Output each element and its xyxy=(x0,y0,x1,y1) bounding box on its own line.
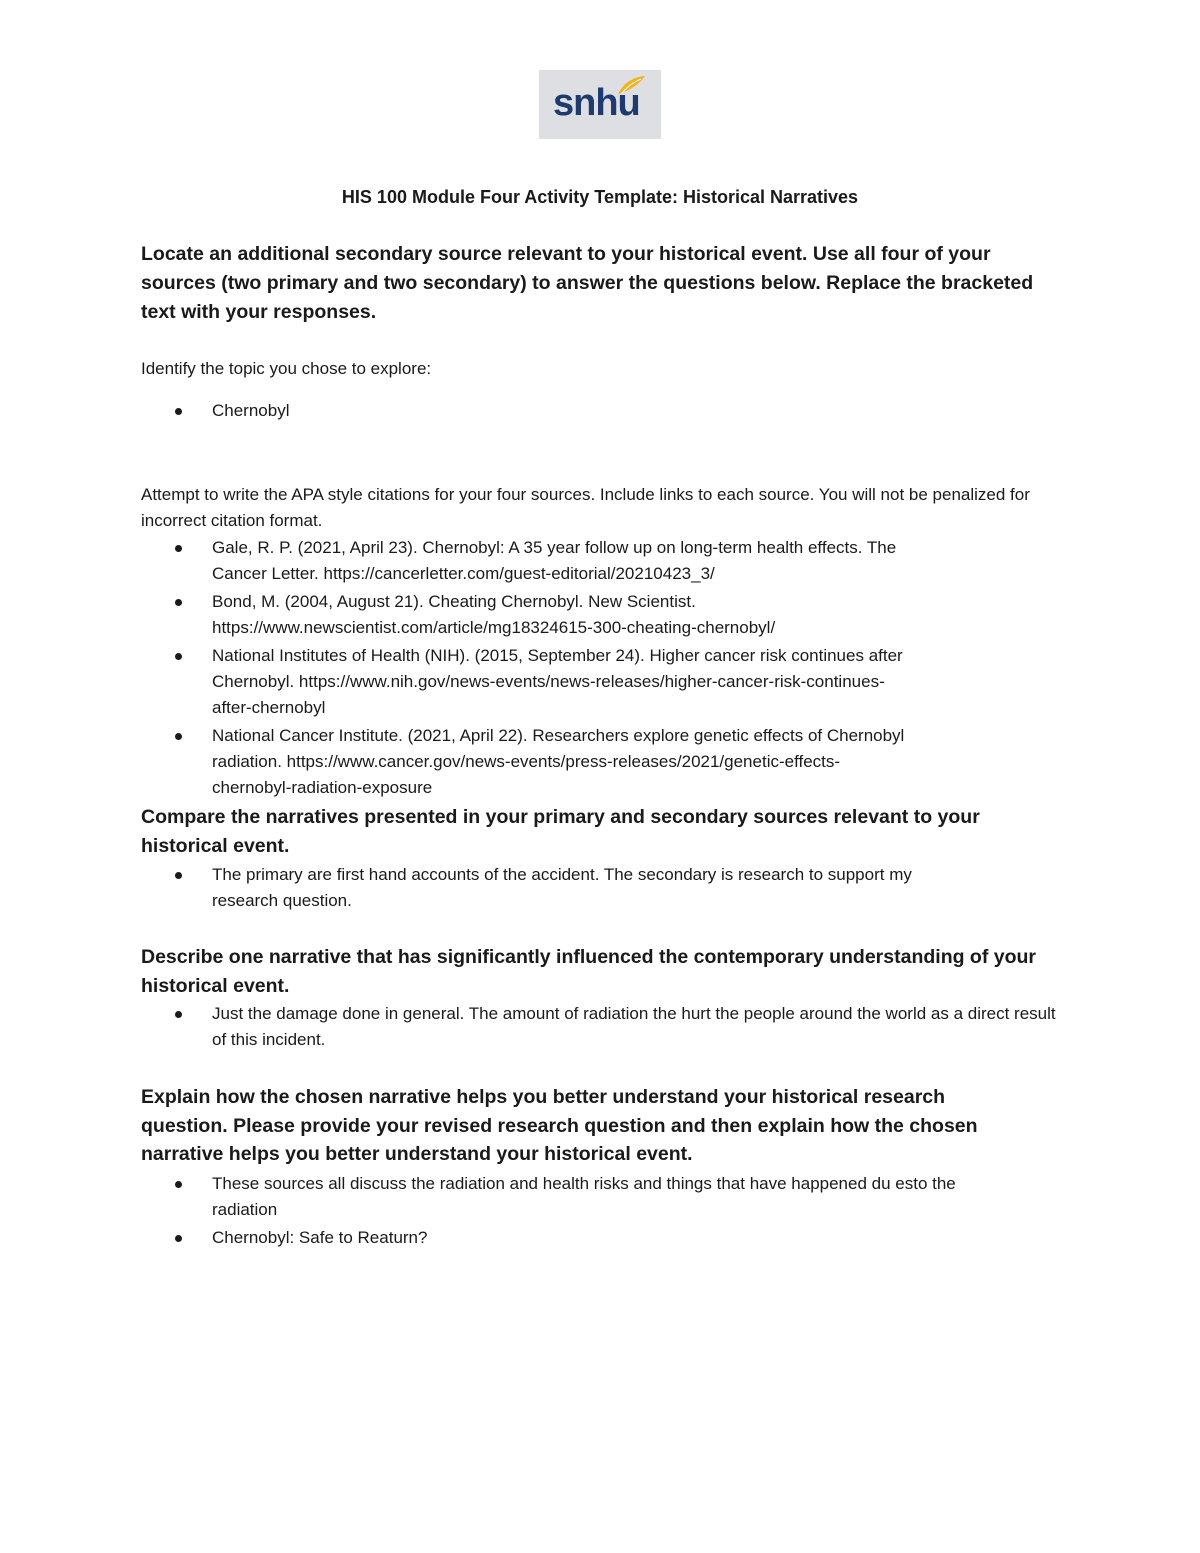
explain-answers xyxy=(141,1171,1071,1251)
document-title: HIS 100 Module Four Activity Template: Historical Narratives xyxy=(341,187,859,207)
citation-list xyxy=(141,535,1071,801)
explain-question: Explain how the chosen narrative helps you better understand your historical research question. Please provide your revised research question and then explain how the chosen narrative helps you better understand your historical event. xyxy=(141,1086,978,1165)
list-item: These sources all discuss the radiation and health risks and things that have happened du esto the radiation xyxy=(141,1171,1071,1223)
bullet-icon xyxy=(175,408,182,415)
bullet-icon xyxy=(175,1181,182,1188)
citation-item: National Cancer Institute. (2021, April 22). Researchers explore genetic effects of Chernobyl radiation. https://www.cancer.gov/news-events/press-releases/2021/genetic-effects- chernobyl-radiation-exposure xyxy=(141,723,1071,801)
bullet-icon xyxy=(175,599,182,606)
bullet-icon xyxy=(175,1235,182,1242)
citation-item: National Institutes of Health (NIH). (2015, September 24). Higher cancer risk continues after Chernobyl. https://www.nih.gov/news-events/news-releases/higher-cancer-risk-continues- after-chernobyl xyxy=(141,643,1071,721)
list-item: The primary are first hand accounts of the accident. The secondary is research to support my research question. xyxy=(141,862,1071,914)
compare-question: Compare the narratives presented in your primary and secondary sources relevant to your historical event. xyxy=(141,806,980,857)
bullet-icon xyxy=(175,733,182,740)
bullet-icon xyxy=(175,1011,182,1018)
bullet-icon xyxy=(175,545,182,552)
logo-wordmark: snhu xyxy=(553,82,640,124)
snhu-logo xyxy=(539,70,661,139)
list-item: Chernobyl: Safe to Reaturn? xyxy=(141,1225,1071,1251)
citations-prompt: Attempt to write the APA style citations for your four sources. Include links to each source. You will not be penalized for incorrect citation format. xyxy=(141,485,1030,530)
bullet-icon xyxy=(175,872,182,879)
list-item: Chernobyl xyxy=(141,398,1071,424)
topic-list xyxy=(141,398,1071,424)
intro-instructions: Locate an additional secondary source relevant to your historical event. Use all four of your sources (two primary and two secondary) to answer the questions below. Replace the bracketed text with your responses. xyxy=(141,243,1034,323)
describe-answers xyxy=(141,1001,1071,1053)
describe-question: Describe one narrative that has significantly influenced the contemporary understanding of your historical event. xyxy=(141,946,1037,997)
topic-prompt: Identify the topic you chose to explore: xyxy=(141,359,432,378)
citation-item: Gale, R. P. (2021, April 23). Chernobyl: A 35 year follow up on long-term health effects. The Cancer Letter. https://cancerletter.com/guest-editorial/20210423_3/ xyxy=(141,535,1071,587)
bullet-icon xyxy=(175,653,182,660)
compare-answers xyxy=(141,862,1071,914)
list-item: Just the damage done in general. The amount of radiation the hurt the people around the world as a direct result of this incident. xyxy=(141,1001,1071,1053)
citation-item: Bond, M. (2004, August 21). Cheating Chernobyl. New Scientist. https://www.newscientist.com/article/mg18324615-300-cheating-chernobyl/ xyxy=(141,589,1071,641)
